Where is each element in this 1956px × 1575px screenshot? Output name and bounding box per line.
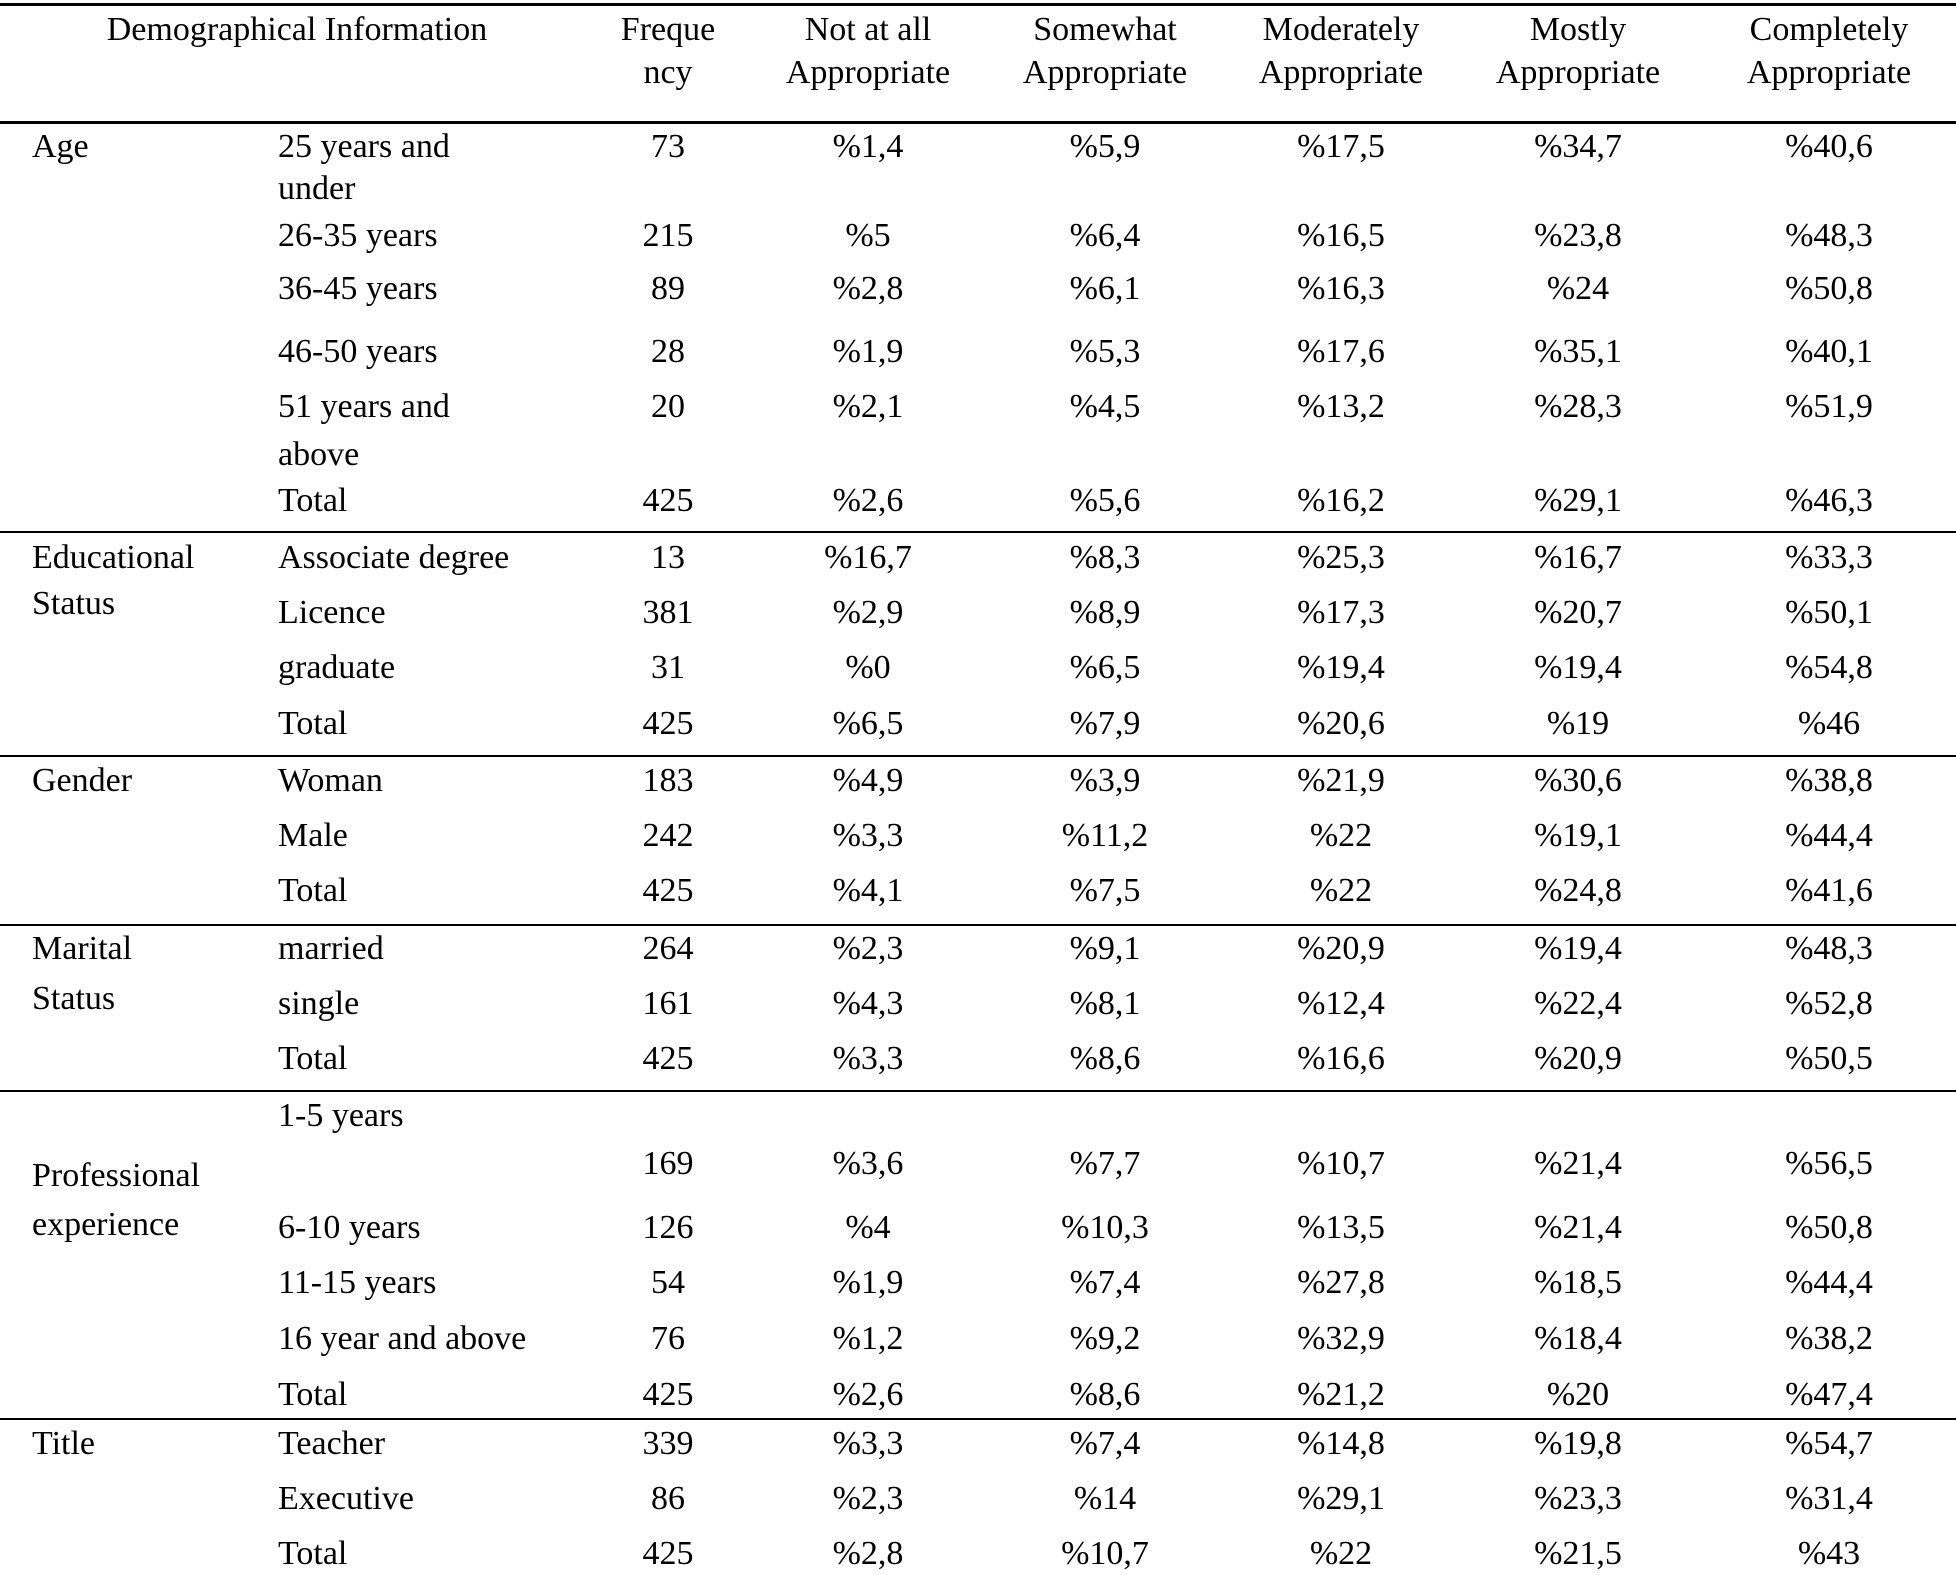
percentage-cell: %44,4: [1785, 817, 1873, 854]
row-category: 36-45 years: [278, 270, 438, 307]
percentage-cell: %38,8: [1785, 762, 1873, 799]
group-label-marital-status: Marital: [32, 930, 133, 967]
percentage-cell: %24,8: [1534, 872, 1622, 909]
percentage-cell: %16,7: [824, 539, 912, 576]
percentage-cell: %38,2: [1785, 1320, 1873, 1357]
row-category: 26-35 years: [278, 217, 438, 254]
percentage-cell: %50,8: [1785, 1209, 1873, 1246]
group-label-educational-status: Educational: [32, 539, 195, 576]
percentage-cell: %54,7: [1785, 1425, 1873, 1462]
row-category: 6-10 years: [278, 1209, 421, 1246]
group-label-marital-status: Status: [32, 980, 116, 1017]
row-category: 46-50 years: [278, 333, 438, 370]
row-category: Total: [278, 482, 348, 519]
percentage-cell: %18,4: [1534, 1320, 1622, 1357]
percentage-cell: %50,1: [1785, 594, 1873, 631]
percentage-cell: %21,4: [1534, 1209, 1622, 1246]
percentage-cell: %2,3: [832, 930, 904, 967]
percentage-cell: %3,3: [832, 817, 904, 854]
percentage-cell: %3,3: [832, 1040, 904, 1077]
header-somewhat-line2: Appropriate: [1022, 54, 1188, 91]
row-category: 1-5 years: [278, 1097, 404, 1134]
header-mostly: [1496, 8, 1660, 94]
percentage-cell: %6,5: [832, 705, 904, 742]
percentage-cell: %1,9: [832, 333, 904, 370]
percentage-cell: %5,3: [1069, 333, 1141, 370]
header-bottom-rule: [0, 121, 1956, 124]
percentage-cell: %7,4: [1069, 1425, 1141, 1462]
table-top-rule: [0, 3, 1956, 6]
row-category: Male: [278, 817, 348, 854]
percentage-cell: %31,4: [1785, 1480, 1873, 1517]
percentage-cell: %54,8: [1785, 649, 1873, 686]
percentage-cell: %22,4: [1534, 985, 1622, 1022]
row-category: graduate: [278, 649, 396, 686]
row-category: Total: [278, 1040, 348, 1077]
frequency-cell: 54: [651, 1264, 685, 1301]
percentage-cell: %8,3: [1069, 539, 1141, 576]
header-not-at-all-line1: Not at all: [804, 11, 932, 48]
percentage-cell: %17,3: [1297, 594, 1385, 631]
percentage-cell: %16,3: [1297, 270, 1385, 307]
percentage-cell: %21,9: [1297, 762, 1385, 799]
percentage-cell: %14,8: [1297, 1425, 1385, 1462]
group-label-professional-experience: experience: [32, 1206, 180, 1243]
percentage-cell: %4,3: [832, 985, 904, 1022]
frequency-cell: 169: [642, 1145, 694, 1182]
header-mostly-line1: Mostly: [1529, 11, 1627, 48]
percentage-cell: %27,8: [1297, 1264, 1385, 1301]
frequency-cell: 242: [642, 817, 694, 854]
frequency-cell: 31: [651, 649, 685, 686]
percentage-cell: %29,1: [1534, 482, 1622, 519]
frequency-cell: 264: [642, 930, 694, 967]
percentage-cell: %10,7: [1297, 1145, 1385, 1182]
frequency-cell: 425: [642, 1040, 694, 1077]
percentage-cell: %21,4: [1534, 1145, 1622, 1182]
professional-group-rule: [0, 1418, 1956, 1420]
header-completely-line1: Completely: [1749, 11, 1909, 48]
percentage-cell: %10,3: [1061, 1209, 1149, 1246]
percentage-cell: %13,5: [1297, 1209, 1385, 1246]
percentage-cell: %9,2: [1069, 1320, 1141, 1357]
percentage-cell: %21,2: [1297, 1376, 1385, 1413]
percentage-cell: %8,6: [1069, 1040, 1141, 1077]
percentage-cell: %46: [1797, 705, 1861, 742]
row-category: Licence: [278, 594, 386, 631]
percentage-cell: %33,3: [1785, 539, 1873, 576]
percentage-cell: %1,9: [832, 1264, 904, 1301]
percentage-cell: %11,2: [1061, 817, 1149, 854]
percentage-cell: %47,4: [1785, 1376, 1873, 1413]
percentage-cell: %51,9: [1785, 388, 1873, 425]
row-category: Total: [278, 1535, 348, 1572]
percentage-cell: %52,8: [1785, 985, 1873, 1022]
frequency-cell: 73: [651, 128, 685, 165]
header-moderately-line2: Appropriate: [1258, 54, 1424, 91]
percentage-cell: %48,3: [1785, 930, 1873, 967]
percentage-cell: %7,7: [1069, 1145, 1141, 1182]
row-category: 25 years and: [278, 128, 450, 165]
percentage-cell: %14: [1073, 1480, 1137, 1517]
percentage-cell: %13,2: [1297, 388, 1385, 425]
percentage-cell: %24: [1546, 270, 1610, 307]
gender-group-rule: [0, 924, 1956, 926]
row-category: Executive: [278, 1480, 414, 1517]
header-not-at-all: [786, 8, 950, 94]
percentage-cell: %16,2: [1297, 482, 1385, 519]
header-moderately-line1: Moderately: [1262, 11, 1420, 48]
percentage-cell: %46,3: [1785, 482, 1873, 519]
percentage-cell: %20,7: [1534, 594, 1622, 631]
percentage-cell: %1,2: [832, 1320, 904, 1357]
header-somewhat: [1023, 8, 1187, 94]
percentage-cell: %12,4: [1297, 985, 1385, 1022]
percentage-cell: %44,4: [1785, 1264, 1873, 1301]
group-label-age: Age: [32, 128, 89, 165]
percentage-cell: %28,3: [1534, 388, 1622, 425]
percentage-cell: %10,7: [1061, 1535, 1149, 1572]
row-category: Total: [278, 1376, 348, 1413]
group-label-title: Title: [32, 1425, 96, 1462]
group-label-professional-experience: Professional: [32, 1157, 201, 1194]
frequency-cell: 425: [642, 1376, 694, 1413]
percentage-cell: %4: [845, 1209, 891, 1246]
percentage-cell: %50,5: [1785, 1040, 1873, 1077]
percentage-cell: %20,9: [1297, 930, 1385, 967]
row-category: single: [278, 985, 360, 1022]
frequency-cell: 381: [642, 594, 694, 631]
percentage-cell: %2,9: [832, 594, 904, 631]
percentage-cell: %56,5: [1785, 1145, 1873, 1182]
header-frequency-line2: ncy: [643, 54, 693, 91]
percentage-cell: %20,6: [1297, 705, 1385, 742]
row-category: Total: [278, 872, 348, 909]
percentage-cell: %40,1: [1785, 333, 1873, 370]
header-mostly-line2: Appropriate: [1495, 54, 1661, 91]
percentage-cell: %30,6: [1534, 762, 1622, 799]
percentage-cell: %8,6: [1069, 1376, 1141, 1413]
percentage-cell: %3,6: [832, 1145, 904, 1182]
percentage-cell: %19,4: [1534, 649, 1622, 686]
frequency-cell: 425: [642, 482, 694, 519]
percentage-cell: %16,5: [1297, 217, 1385, 254]
percentage-cell: %5,6: [1069, 482, 1141, 519]
percentage-cell: %19,1: [1534, 817, 1622, 854]
frequency-cell: 161: [642, 985, 694, 1022]
frequency-cell: 20: [651, 388, 685, 425]
percentage-cell: %40,6: [1785, 128, 1873, 165]
percentage-cell: %29,1: [1297, 1480, 1385, 1517]
frequency-cell: 215: [642, 217, 694, 254]
percentage-cell: %48,3: [1785, 217, 1873, 254]
frequency-cell: 425: [642, 1535, 694, 1572]
percentage-cell: %6,1: [1069, 270, 1141, 307]
header-not-at-all-line2: Appropriate: [785, 54, 951, 91]
percentage-cell: %18,5: [1534, 1264, 1622, 1301]
percentage-cell: %23,3: [1534, 1480, 1622, 1517]
percentage-cell: %9,1: [1069, 930, 1141, 967]
percentage-cell: %22: [1309, 817, 1373, 854]
percentage-cell: %4,9: [832, 762, 904, 799]
percentage-cell: %43: [1797, 1535, 1861, 1572]
frequency-cell: 339: [642, 1425, 694, 1462]
row-category: 51 years and: [278, 388, 450, 425]
percentage-cell: %34,7: [1534, 128, 1622, 165]
percentage-cell: %8,1: [1069, 985, 1141, 1022]
percentage-cell: %7,4: [1069, 1264, 1141, 1301]
percentage-cell: %22: [1309, 872, 1373, 909]
percentage-cell: %35,1: [1534, 333, 1622, 370]
row-category: under: [278, 170, 356, 207]
percentage-cell: %17,5: [1297, 128, 1385, 165]
header-completely: [1747, 8, 1911, 94]
frequency-cell: 126: [642, 1209, 694, 1246]
header-somewhat-line1: Somewhat: [1033, 11, 1177, 48]
row-category: above: [278, 436, 360, 473]
percentage-cell: %4,1: [832, 872, 904, 909]
education-group-rule: [0, 755, 1956, 757]
row-category: 11-15 years: [278, 1264, 437, 1301]
percentage-cell: %2,3: [832, 1480, 904, 1517]
percentage-cell: %41,6: [1785, 872, 1873, 909]
frequency-cell: 13: [651, 539, 685, 576]
percentage-cell: %2,8: [832, 270, 904, 307]
frequency-cell: 425: [642, 872, 694, 909]
percentage-cell: %5: [845, 217, 891, 254]
percentage-cell: %16,6: [1297, 1040, 1385, 1077]
group-label-educational-status: Status: [32, 585, 116, 622]
header-moderately: [1259, 8, 1423, 94]
group-label-gender: Gender: [32, 762, 133, 799]
marital-group-rule: [0, 1090, 1956, 1092]
frequency-cell: 425: [642, 705, 694, 742]
percentage-cell: %3,3: [832, 1425, 904, 1462]
frequency-cell: 76: [651, 1320, 685, 1357]
percentage-cell: %19,4: [1534, 930, 1622, 967]
percentage-cell: %7,9: [1069, 705, 1141, 742]
row-category: Woman: [278, 762, 383, 799]
percentage-cell: %17,6: [1297, 333, 1385, 370]
header-completely-line2: Appropriate: [1746, 54, 1912, 91]
header-demographic: Demographical Information: [106, 11, 488, 48]
percentage-cell: %8,9: [1069, 594, 1141, 631]
percentage-cell: %2,6: [832, 482, 904, 519]
percentage-cell: %19: [1546, 705, 1610, 742]
percentage-cell: %5,9: [1069, 128, 1141, 165]
frequency-cell: 28: [651, 333, 685, 370]
row-category: Teacher: [278, 1425, 386, 1462]
percentage-cell: %50,8: [1785, 270, 1873, 307]
header-frequency: [621, 8, 715, 94]
percentage-cell: %25,3: [1297, 539, 1385, 576]
percentage-cell: %6,5: [1069, 649, 1141, 686]
percentage-cell: %21,5: [1534, 1535, 1622, 1572]
age-group-rule: [0, 531, 1956, 533]
percentage-cell: %3,9: [1069, 762, 1141, 799]
percentage-cell: %16,7: [1534, 539, 1622, 576]
percentage-cell: %22: [1309, 1535, 1373, 1572]
percentage-cell: %19,4: [1297, 649, 1385, 686]
percentage-cell: %20: [1546, 1376, 1610, 1413]
percentage-cell: %2,1: [832, 388, 904, 425]
row-category: Total: [278, 705, 348, 742]
row-category: Associate degree: [278, 539, 510, 576]
percentage-cell: %2,6: [832, 1376, 904, 1413]
percentage-cell: %0: [845, 649, 891, 686]
frequency-cell: 183: [642, 762, 694, 799]
row-category: married: [278, 930, 384, 967]
row-category: 16 year and above: [278, 1320, 527, 1357]
frequency-cell: 86: [651, 1480, 685, 1517]
percentage-cell: %4,5: [1069, 388, 1141, 425]
percentage-cell: %7,5: [1069, 872, 1141, 909]
percentage-cell: %2,8: [832, 1535, 904, 1572]
percentage-cell: %19,8: [1534, 1425, 1622, 1462]
percentage-cell: %32,9: [1297, 1320, 1385, 1357]
frequency-cell: 89: [651, 270, 685, 307]
percentage-cell: %6,4: [1069, 217, 1141, 254]
percentage-cell: %20,9: [1534, 1040, 1622, 1077]
header-frequency-line1: Freque: [620, 11, 716, 48]
percentage-cell: %23,8: [1534, 217, 1622, 254]
percentage-cell: %1,4: [832, 128, 904, 165]
